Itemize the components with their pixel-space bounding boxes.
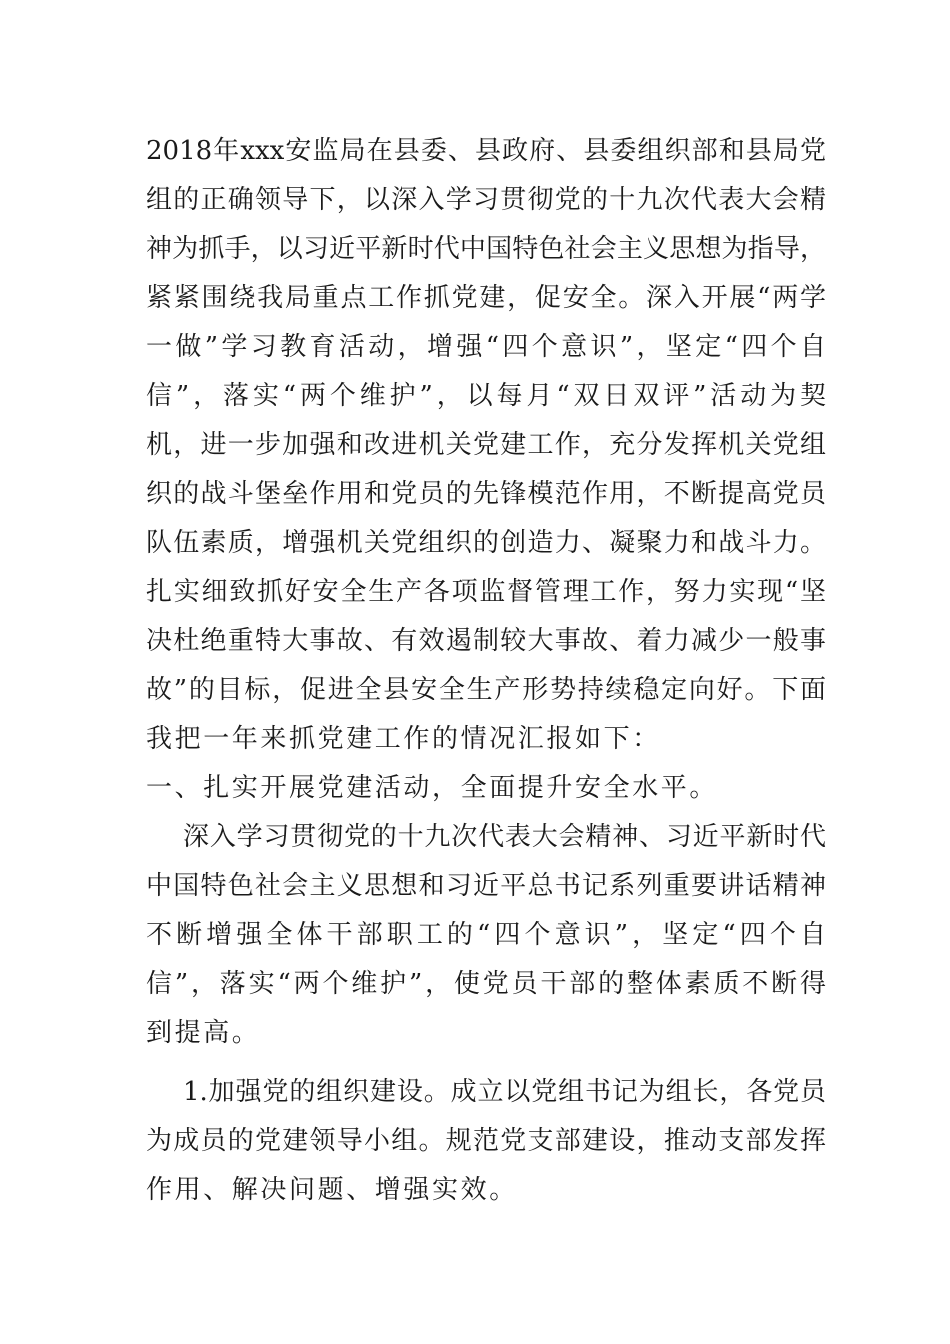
text-line: 2018年xxx安监局在县委、县政府、县委组织部和县局党 <box>146 136 826 166</box>
text-line: 组的正确领导下，以深入学习贯彻党的十九次代表大会精 <box>146 185 826 215</box>
text-line: 深入学习贯彻党的十九次代表大会精神、习近平新时代 <box>183 822 826 852</box>
paragraph-item-1 <box>146 1068 826 1215</box>
text-line: 中国特色社会主义思想和习近平总书记系列重要讲话精神 <box>146 871 826 901</box>
text-line: 紧紧围绕我局重点工作抓党建，促安全。深入开展“两学 <box>146 283 826 313</box>
text-line: 我把一年来抓党建工作的情况汇报如下： <box>146 724 661 754</box>
heading-text: 一、扎实开展党建活动，全面提升安全水平。 <box>146 773 719 803</box>
text-line: 不断增强全体干部职工的“四个意识”，坚定“四个自 <box>146 920 826 950</box>
text-line: 1.加强党的组织建设。成立以党组书记为组长，各党员 <box>183 1077 826 1107</box>
text-line: 到提高。 <box>146 1018 261 1048</box>
text-line: 一做”学习教育活动，增强“四个意识”，坚定“四个自 <box>146 332 826 362</box>
text-line: 机，进一步加强和改进机关党建工作，充分发挥机关党组 <box>146 430 826 460</box>
document-body <box>146 127 826 1215</box>
text-line: 决杜绝重特大事故、有效遏制较大事故、着力减少一般事 <box>146 626 826 656</box>
paragraph-intro <box>146 127 826 764</box>
text-line: 神为抓手，以习近平新时代中国特色社会主义思想为指导， <box>146 234 826 264</box>
text-line: 故”的目标，促进全县安全生产形势持续稳定向好。下面 <box>146 675 826 705</box>
text-line: 扎实细致抓好安全生产各项监督管理工作，努力实现“坚 <box>146 577 826 607</box>
text-line: 信”，落实“两个维护”，使党员干部的整体素质不断得 <box>146 969 826 999</box>
paragraph-spacer <box>146 1058 826 1068</box>
text-line: 信”，落实“两个维护”，以每月“双日双评”活动为契 <box>146 381 826 411</box>
text-line: 作用、解决问题、增强实效。 <box>146 1175 518 1205</box>
paragraph-study <box>146 813 826 1058</box>
text-line: 为成员的党建领导小组。规范党支部建设，推动支部发挥 <box>146 1126 826 1156</box>
section-heading <box>146 764 826 813</box>
text-line: 队伍素质，增强机关党组织的创造力、凝聚力和战斗力。 <box>146 528 826 558</box>
text-line: 织的战斗堡垒作用和党员的先锋模范作用，不断提高党员 <box>146 479 826 509</box>
